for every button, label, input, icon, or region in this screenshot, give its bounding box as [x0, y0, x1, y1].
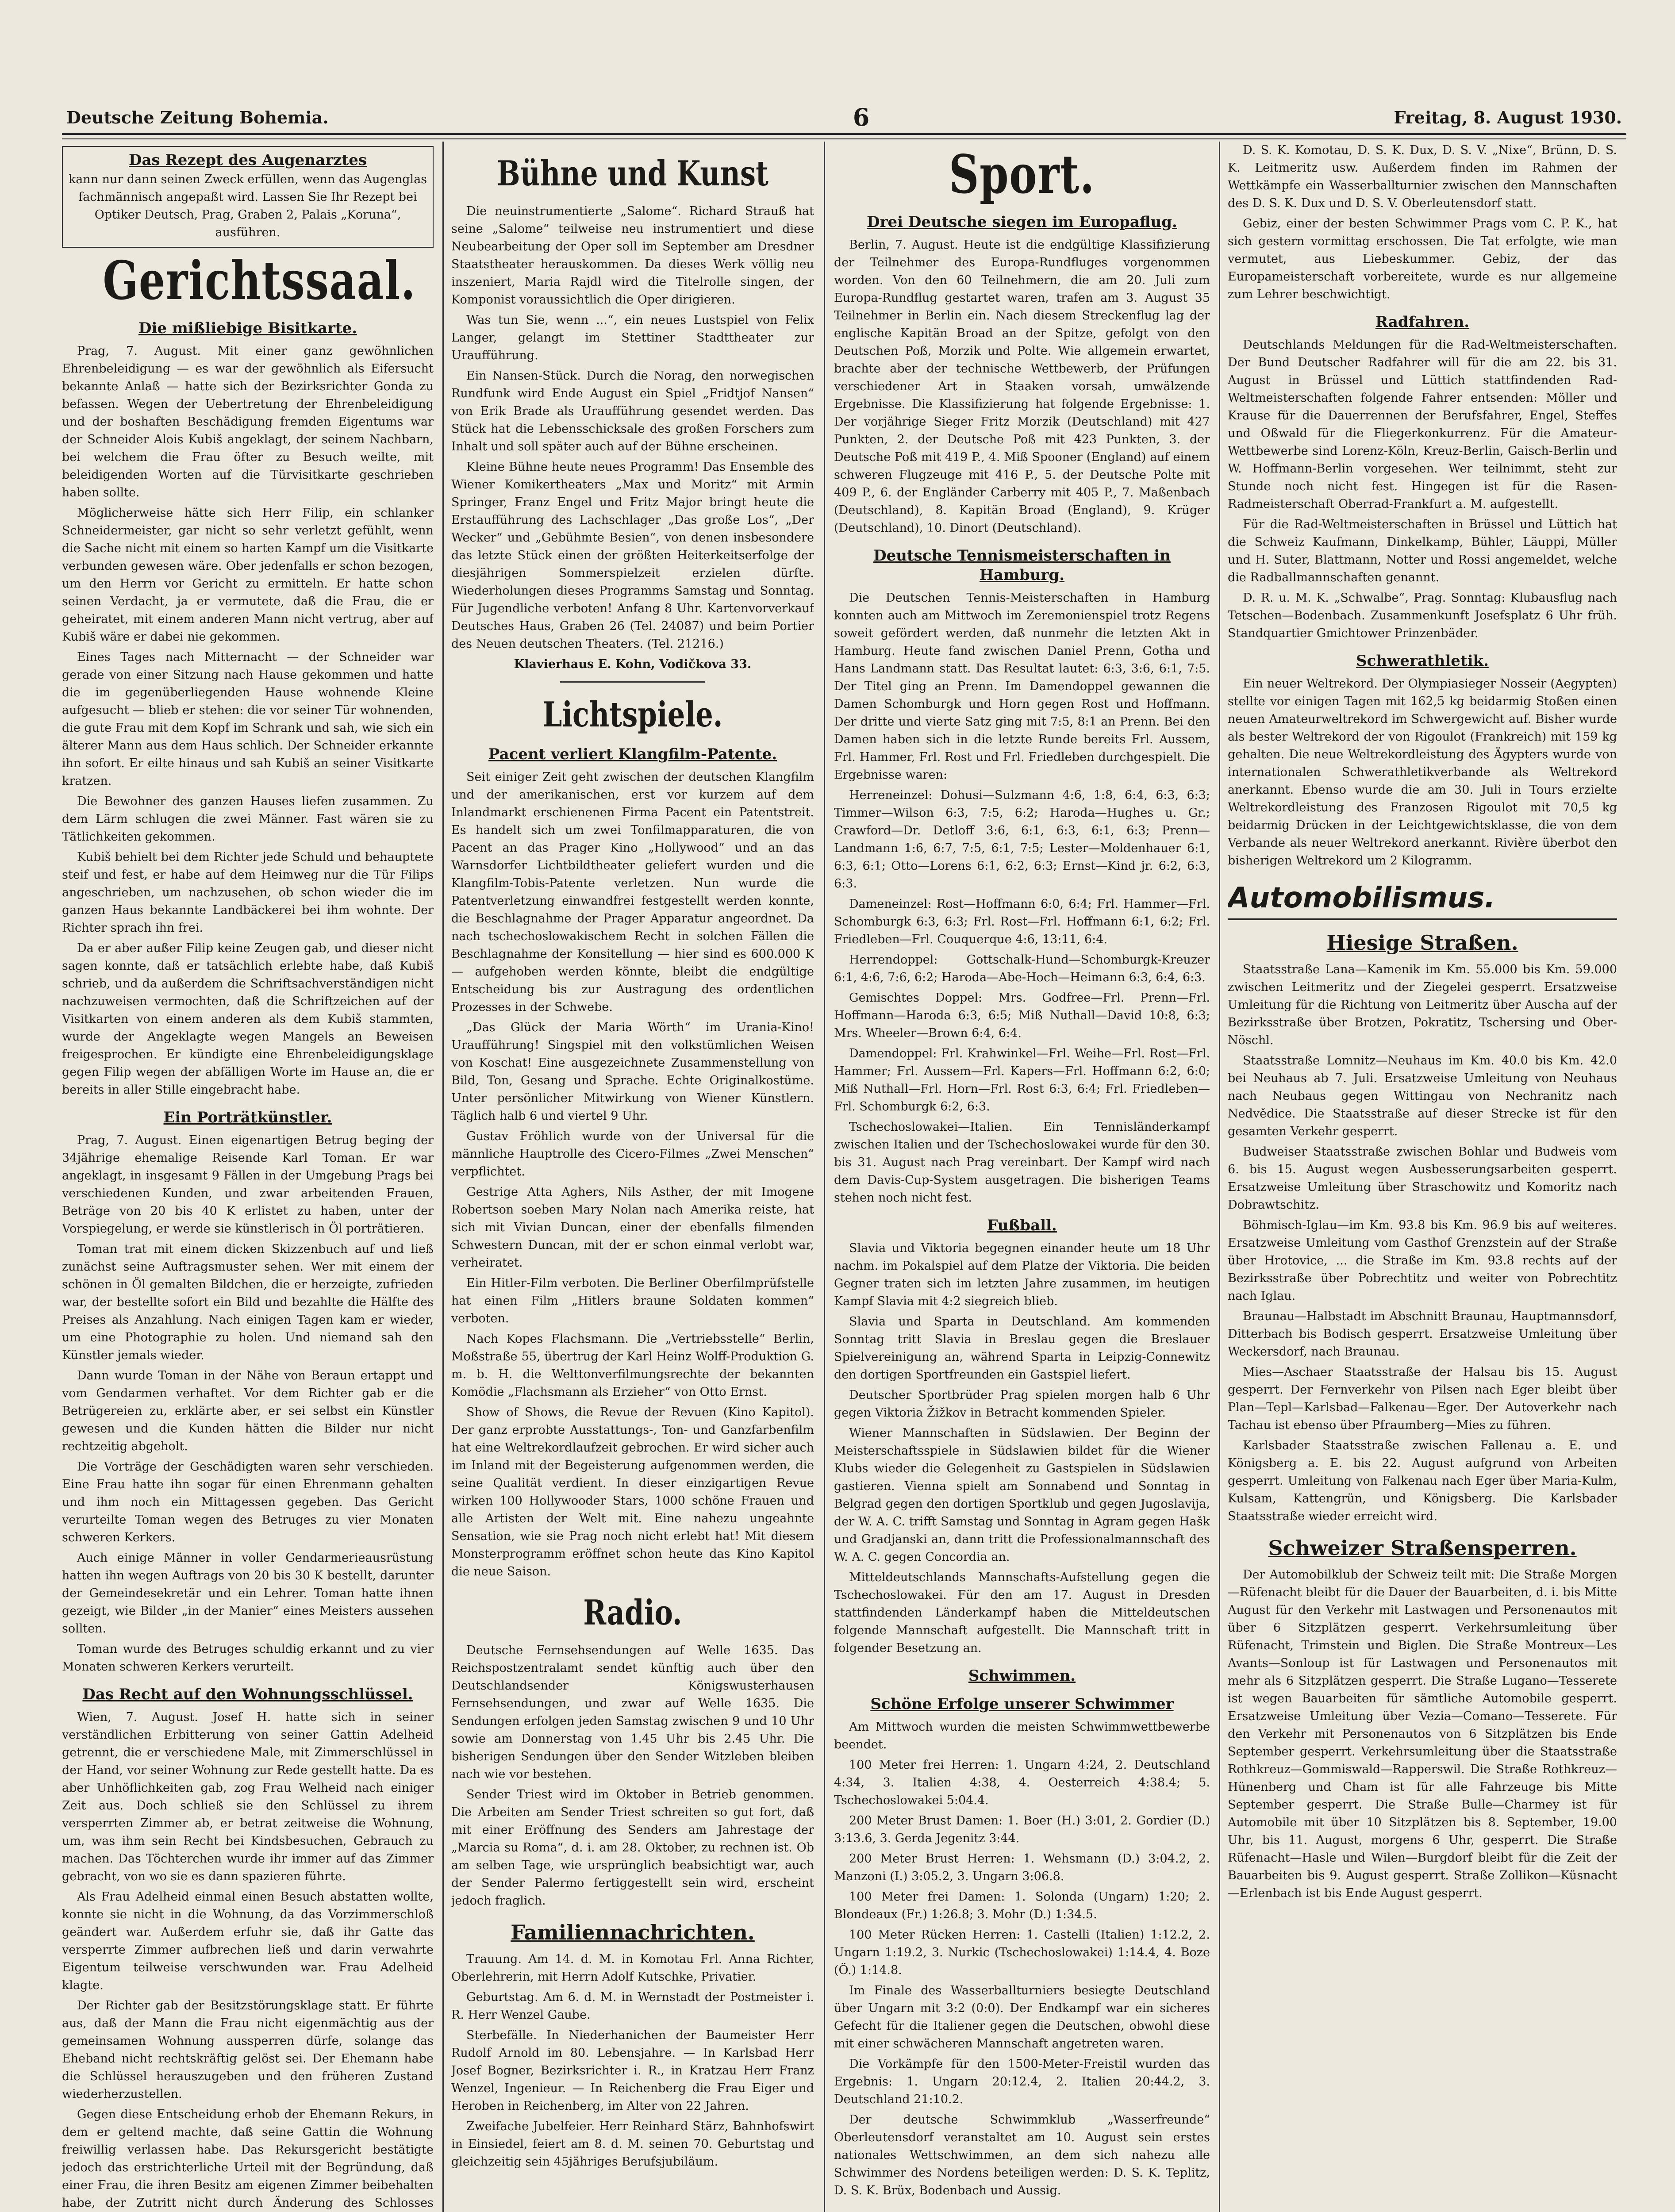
article-paragraph: Gemischtes Doppel: Mrs. Godfree—Frl. Prenn—Frl. Hoffmann—Haroda 6:3, 6:5; Miß Nuthall—David 10:8, 6:3; Mrs. Wheeler—Brown 6:4, 6:4. [834, 991, 1210, 1040]
article-paragraph: Als Frau Adelheid einmal einen Besuch abstatten wollte, konnte sie nicht in die Wohnung, da das Vorzimmerschloß geändert war. Außerdem erfuhr sie, daß ihr Gatte das versperrte Zimmer aufbrechen ließ und darin verwahrte Eigentum teilweise verschwunden war. Frau Adelheid klagte. [62, 1890, 434, 1992]
article-paragraph: Böhmisch-Iglau—im Km. 93.8 bis Km. 96.9 bis auf weiteres. Ersatzweise Umleitung vom Gasthof Grenzstein auf der Straße über Hrotovice, ... die Straße im Km. 93.8 rechts auf der Bezirksstraße über Pobrechtitz und weiter von Pobrechtitz nach Iglau. [1228, 1218, 1617, 1303]
article-paragraph: Die Deutschen Tennis-Meisterschaften in Hamburg konnten auch am Mittwoch im Zeremonienspiel trotz Regens soweit gefördert werden, daß nunmehr die letzten Akt in Hamburg. Heute fand zwischen Daniel Prenn, Gotha und Hans Landmann statt. Das Resultat lautet: 6:3, 3:6, 6:1, 7:5. Der Titel ging an Prenn. Im Damendoppel gewannen die Damen Schomburgk und Horn gegen Rost und Hoffmann. Der dritte und vierte Satz ging mit 7:5, 8:1 an Prenn. Bei den Damen haben sich in die letzte Runde bereits Frl. Aussem, Frl. Hammer, Frl. Rost und Frl. Friedleben durchgespielt. Die Ergebnisse waren: [834, 591, 1210, 782]
article-paragraph: Gegen diese Entscheidung erhob der Ehemann Rekurs, in dem er geltend machte, daß seine Gattin die Wohnung freiwillig verlassen habe. Das Rekursgericht bestätigte jedoch das erstrichterliche Urteil mit der Begründung, daß einer Frau, die ihren Besitz am eigenen Zimmer beibehalten habe, der Zutritt nicht durch Änderung des Schlosses [62, 2108, 434, 2210]
article-title: Das Recht auf den Wohnungsschlüssel. [82, 1686, 413, 1703]
article-title: Schweizer Straßensperren. [1268, 1536, 1577, 1560]
article-paragraph: Eines Tages nach Mitternacht — der Schneider war gerade von einer Sitzung nach Hause gekommen und hatte die im gegenüberliegenden Hause wohnende Kleine aufgesucht — blieb er stehen: die vor seiner Tür wohnenden, die gute Frau mit dem Kopf im Schrank und sah, wie sich ein älterer Mann aus dem Haus schlich. Der Schneider erkannte ihn sofort. Er eilte hinaus und sah Kubiš an seiner Visitkarte kratzen. [62, 650, 434, 788]
article-paragraph: Staatsstraße Lomnitz—Neuhaus im Km. 40.0 bis Km. 42.0 bei Neuhaus ab 7. Juli. Ersatzweise Umleitung von Neuhaus nach Neubaus gegen Wittingau von Nechranitz nach Nedvědice. Die Staatsstraße auf dieser Strecke ist für den gesamten Verkehr gesperrt. [1228, 1054, 1617, 1138]
article-paragraph: Der Richter gab der Besitzstörungsklage statt. Er führte aus, daß der Mann die Frau nicht eigenmächtig aus der gemeinsamen Wohnung aussperren dürfe, solange das Eheband nicht rechtskräftig gelöst sei. Der Ehemann habe die Schlüssel herauszugeben und den früheren Zustand wiederherzustellen. [62, 1999, 434, 2101]
article-paragraph: Toman trat mit einem dicken Skizzenbuch auf und ließ zunächst seine Auftragsmuster sehen. Wer mit einem der schönen in Öl gemalten Bildchen, die er herzeigte, zufrieden war, der bestellte sofort ein Bild und bezahlte die Hälfte des Preises als Anzahlung. Nach einigen Tagen kam er wieder, um eine Photographie zu holen. Und niemand sah den Künstler jemals wieder. [62, 1242, 434, 1362]
column-3 [834, 142, 1210, 2212]
article-paragraph: D. S. K. Komotau, D. S. K. Dux, D. S. V. „Nixe“, Brünn, D. S. K. Leitmeritz usw. Außerdem finden im Rahmen der Wettkämpfe ein Wasserballturnier zwischen den Mannschaften des D. S. K. Dux und D. S. V. Oberleutensdorf statt. [1228, 143, 1617, 210]
article-paragraph: Prag, 7. August. Einen eigenartigen Betrug beging der 34jährige ehemalige Reisende Karl Toman. Er war angeklagt, in insgesamt 9 Fällen in der Umgebung Prags bei verschiedenen Kunden, und zwar arbeitenden Frauen, Beträge von 20 bis 40 K erlistet zu haben, unter der Vorspiegelung, er werde sie künstlerisch in Öl porträtieren. [62, 1133, 434, 1236]
article-paragraph: Tschechoslowakei—Italien. Ein Tennisländerkampf zwischen Italien und der Tschechoslowakei wurde für den 30. bis 31. August nach Prag vereinbart. Der Kampf wird nach dem Davis-Cup-System ausgetragen. Die bisherigen Teams stehen noch nicht fest. [834, 1120, 1210, 1205]
article-paragraph: Der Automobilklub der Schweiz teilt mit: Die Straße Morgen—Rüfenacht bleibt für die Dauer der Bauarbeiten, d. i. bis Mitte August für den Verkehr mit Lastwagen und Personenautos mit über 6 Sitzplätzen gesperrt. Verkehrsumleitung über Rüfenacht, Trimstein und Biglen. Die Straße Montreux—Les Avants—Sonloup ist für Lastwagen und Personenautos mit mehr als 6 Sitzplätzen gesperrt. Die Straße Lugano—Tesserete ist wegen Bauarbeiten für sämtliche Automobile gesperrt. Ersatzweise Umleitung über Vezia—Comano—Tesserete. Für den Verkehr mit Personenautos von 6 Sitzplätzen bis Ende September gesperrt. Verkehrsumleitung über die Staatsstraße Rothkreuz—Gommiswald—Rapperswil. Die Straße Rothkreuz—Hünenberg und Cham ist für alle Fahrzeuge bis Mitte September gesperrt. Die Straße Bulle—Charmey ist für Automobile mit über 10 Sitzplätzen bis 8. September, 19.00 Uhr, bis 11. August, morgens 6 Uhr, gesperrt. Die Straße Rüfenacht—Hasle und Wilen—Burgdorf bleibt für die Zeit der Bauarbeiten bis 9. August gesperrt. Straße Zollikon—Küsnacht—Erlenbach ist bis Ende August gesperrt. [1228, 1568, 1617, 1900]
article-paragraph: Ein neuer Weltrekord. Der Olympiasieger Nosseir (Aegypten) stellte vor einigen Tagen mit 162,5 kg beidarmig Stoßen einen neuen Amateurweltrekord im Schwergewicht auf. Bisher wurde als bester Weltrekord der von Rigoulot (Frankreich) mit 159 kg gehalten. Die neue Weltrekordleistung des Ägypters wurde von internationalen Schwerathletikverbande als Weltrekord anerkannt. Ebenso wurde die am 30. Juli in Tours erzielte Weltrekordleistung des Franzosen Rigoulot mit 70,5 kg beidarmig Drücken in der Leichtgewichtsklasse, die von dem Verbande als neuer Weltrekord anerkannt. Rivière überbot den bisherigen Weltrekord um 2 Kilogramm. [1228, 677, 1617, 868]
section-heading-radio: Radio. [583, 1593, 682, 1633]
article-paragraph: Geburtstag. Am 6. d. M. in Wernstadt der Postmeister i. R. Herr Wenzel Gaube. [451, 1990, 814, 2022]
article-paragraph: Toman wurde des Betruges schuldig erkannt und zu vier Monaten schweren Kerkers verurteilt. [62, 1642, 434, 1674]
section-heading-familie: Familiennachrichten. [511, 1920, 755, 1944]
article-paragraph: „Das Glück der Maria Wörth“ im Urania-Kino! Uraufführung! Singspiel mit den volkstümlichen Weisen von Koschat! Eine ausgezeichnete Zusammenstellung von Bild, Ton, Gesang und Sprache. Echte Originalkostüme. Unter persönlicher Mitwirkung von Wiener Künstlern. Täglich halb 6 und viertel 9 Uhr. [451, 1021, 814, 1123]
article-paragraph: Berlin, 7. August. Heute ist die endgültige Klassifizierung der Teilnehmer des Europa-Rundfluges vorgenommen worden. Von den 60 Teilnehmern, die am 20. Juli zum Europa-Rundflug gestartet waren, trafen am 3. August 35 Teilnehmer in Berlin ein. Nach diesem Streckenflug lag der englische Kapitän Broad an der Spitze, gefolgt von den Deutschen Poß, Morzik und Polte. Wie allgemein erwartet, brachte aber der technische Wettbewerb, der Prüfungen verschiedener Art in Staaken vorsah, umwälzende Ergebnisse. Die Klassifizierung hat folgende Ergebnisse: 1. Der vorjährige Sieger Fritz Morzik (Deutschland) mit 427 Punkten, 2. der Deutsche Poß mit 423 Punkten, 3. der Deutsche Poß mit 419 P., 4. Miß Spooner (England) auf einem schweren Flugzeuge mit 416 P., 5. der Deutsche Polte mit 409 P., 6. der Engländer Carberry mit 405 P., 7. Maßenbach (Deutschland), 8. Kapitän Broad (England), 9. Krüger (Deutschland), 10. Dinort (Deutschland). [834, 238, 1210, 535]
article-paragraph: Ein Hitler-Film verboten. Die Berliner Oberfilmprüfstelle hat einen Film „Hitlers braune Soldaten kommen“ verboten. [451, 1276, 814, 1325]
column-divider [824, 142, 825, 2212]
column-2 [451, 142, 814, 2212]
ad-title: Das Rezept des Augenarztes [129, 151, 367, 169]
article-paragraph: Trauung. Am 14. d. M. in Komotau Frl. Anna Richter, Oberlehrerin, mit Herrn Adolf Kutschke, Privatier. [451, 1952, 814, 1984]
article-title: Schwimmen. [968, 1667, 1076, 1685]
masthead-title: Deutsche Zeitung Bohemia. [66, 107, 329, 127]
article-paragraph: 200 Meter Brust Herren: 1. Wehsmann (D.) 3:04.2, 2. Manzoni (I.) 3:05.2, 3. Ungarn 3:06.8. [834, 1852, 1210, 1883]
article-paragraph: Am Mittwoch wurden die meisten Schwimmwettbewerbe beendet. [834, 1720, 1210, 1751]
article-paragraph: Sterbefälle. In Niederhanichen der Baumeister Herr Rudolf Arnold im 80. Lebensjahre. — In Karlsbad Herr Josef Bogner, Bezirksrichter i. R., in Kratzau Herr Franz Wenzel, Ingenieur. — In Reichenberg die Frau Eiger und Heroben in Reichenberg, im Alter von 22 Jahren. [451, 2028, 814, 2113]
section-heading-lichtspiele: Lichtspiele. [542, 695, 723, 735]
article-title: Fußball. [987, 1217, 1057, 1234]
masthead-date: Freitag, 8. August 1930. [1394, 107, 1622, 127]
article-paragraph: Die Bewohner des ganzen Hauses liefen zusammen. Zu dem Lärm schlugen die zwei Männer. Fast wären sie zu Tätlichkeiten gekommen. [62, 795, 434, 844]
article-paragraph: Wiener Mannschaften in Südslawien. Der Beginn der Meisterschaftsspiele in Südslawien bildet für die Wiener Klubs wieder die Gelegenheit zu Gastspielen in Südslawien gastieren. Vienna spielt am Sonnabend und Sonntag in Belgrad gegen den dortigen Sportklub und gegen Jugoslavija, der W. A. C. trifft Samstag und Sonntag in Agram gegen Hašk und Gradjanski an, dann tritt die Professionalmannschaft des W. A. C. gegen Concordia an. [834, 1426, 1210, 1564]
section-heading-gerichtssaal: Gerichtssaal. [103, 250, 416, 312]
article-paragraph: Dann wurde Toman in der Nähe von Beraun ertappt und vom Gendarmen verhaftet. Vor dem Richter gab er die Betrügereien zu, erklärte aber, er sei selbst ein Künstler gewesen und die Kunden hätten die Bilder nur nicht rechtzeitig abgeholt. [62, 1369, 434, 1453]
article-paragraph: Dameneinzel: Rost—Hoffmann 6:0, 6:4; Frl. Hammer—Frl. Schomburgk 6:3, 6:3; Frl. Rost—Frl. Hoffmann 6:1, 6:2; Frl. Friedleben—Frl. Couquerque 4:6, 13:11, 6:4. [834, 897, 1210, 946]
article-title: Deutsche Tennismeisterschaften in Hamburg. [873, 547, 1171, 584]
article-paragraph: Damendoppel: Frl. Krahwinkel—Frl. Weihe—Frl. Rost—Frl. Hammer; Frl. Aussem—Frl. Kapers—Frl. Hoffmann 6:2, 6:0; Miß Nuthall—Frl. Horn—Frl. Rost 6:3, 6:4; Frl. Friedleben—Frl. Schomburgk 6:2, 6:3. [834, 1047, 1210, 1114]
article-paragraph: Die Vorkämpfe für den 1500-Meter-Freistil wurden das Ergebnis: 1. Ungarn 20:12.4, 2. Italien 20:44.2, 3. Deutschland 21:10.2. [834, 2057, 1210, 2106]
article-paragraph: Gebiz, einer der besten Schwimmer Prags vom C. P. K., hat sich gestern vormittag erschossen. Die Tat erfolgte, wie man vermutet, aus Liebeskummer. Gebiz, der das Europameisterschaft vorbereitete, wurde es nur allgemeine zum Lehrer beschwichtigt. [1228, 217, 1617, 301]
article-paragraph: Prag, 7. August. Mit einer ganz gewöhnlichen Ehrenbeleidigung — es war der gewöhnlich als Eifersucht bekannte Anlaß — hatte sich der Bezirksrichter Gonda zu befassen. Wegen der Uebertretung der Ehrenbeleidigung und der boshaften Beschädigung fremden Eigentums war der Schneider Alois Kubiš angeklagt, der seinem Nachbarn, bei welchem die Frau öfter zu Besuch weilte, mit beleidigenden Worten auf die Türvisitkarte geschrieben haben sollte. [62, 344, 434, 499]
page-number: 6 [853, 103, 870, 131]
article-title: Drei Deutsche siegen im Europaflug. [867, 213, 1177, 231]
section-rule [560, 681, 705, 683]
article-paragraph: Da er aber außer Filip keine Zeugen gab, und dieser nicht sagen konnte, daß er tatsächlich erlebte habe, daß Kubiš schrieb, und da außerdem die Schriftsachverständigen nicht nachzuweisen vermochten, daß die Schriftzeichen auf der Visitkarten von einem anderen als dem Kubiš stammten, wurde der Angeklagte wegen Mangels an Beweisen freigesprochen. Er kündigte eine Ehrenbeleidigungsklage gegen Filip wegen der abfälligen Worte im Hause an, die er bereits in aller Stille eingebracht habe. [62, 941, 434, 1097]
article-title: Ein Porträtkünstler. [163, 1109, 332, 1126]
article-title: Schöne Erfolge unserer Schwimmer [870, 1695, 1174, 1713]
article-paragraph: Herrendoppel: Gottschalk-Hund—Schomburgk-Kreuzer 6:1, 4:6, 7:6, 6:2; Haroda—Abe-Hoch—Heimann 6:3, 6:4, 6:3. [834, 953, 1210, 984]
article-paragraph: 200 Meter Brust Damen: 1. Boer (H.) 3:01, 2. Gordier (D.) 3:13.6, 3. Gerda Jegenitz 3:44. [834, 1814, 1210, 1845]
masthead [66, 102, 1622, 133]
article-paragraph: Slavia und Viktoria begegnen einander heute um 18 Uhr nachm. im Pokalspiel auf dem Platze der Viktoria. Die beiden Gegner traten sich im letzten Jahre zusammen, im heutigen Kampf Slavia mit 4:2 siegreich blieb. [834, 1241, 1210, 1308]
article-paragraph: Kleine Bühne heute neues Programm! Das Ensemble des Wiener Komikertheaters „Max und Moritz“ mit Armin Springer, Franz Engel und Fritz Major bringt heute die Erstaufführung des Lachschlager „Das große Los“, „Der Wecker“ und „Gebühmte Besien“, von denen insbesondere das letzte Stück einen der größten Heiterkeitserfolge der diesjährigen Sommerspielzeit erzielen dürfte. Wiederholungen dieses Programms Samstag und Sonntag. Für Jugendliche verboten! Anfang 8 Uhr. Kartenvorverkauf Deutsches Haus, Graben 26 (Tel. 24087) und beim Portier des Neuen deutschen Theaters. (Tel. 21216.) [451, 460, 814, 651]
article-paragraph: Seit einiger Zeit geht zwischen der deutschen Klangfilm und der amerikanischen, erst vor kurzem auf dem Inlandmarkt erschienenen Firma Pacent ein Patentstreit. Es handelt sich um zwei Tonfilmapparaturen, die von Pacent an das Prager Kino „Hollywood“ und an das Warnsdorfer Lichtbildtheater geliefert wurden und die Klangfilm-Tobis-Patente verletzen. Nun wurde die Patentverletzung einwandfrei festgestellt werden konnte, die Beschlagnahme der Prager Apparatur angeordnet. Da nach tschechoslowakischem Recht in solchen Fällen die Beschlagnahme der Konsitellung — hier sind es 600.000 K — aufgehoben werden könnte, bleibt die endgültige Entscheidung bis zur Austragung des ordentlichen Prozesses in der Schwebe. [451, 770, 814, 1014]
section-heading-automobilismus: Automobilismus. [1228, 880, 1617, 920]
article-paragraph: 100 Meter Rücken Herren: 1. Castelli (Italien) 1:12.2, 2. Ungarn 1:19.2, 3. Nurkic (Tschechoslowakei) 1:14.4, 4. Boze (Ö.) 1:14.8. [834, 1928, 1210, 1977]
article-paragraph: Deutschlands Meldungen für die Rad-Weltmeisterschaften. Der Bund Deutscher Radfahrer will für die am 22. bis 31. August in Brüssel und Lüttich stattfindenden Rad-Weltmeisterschaften folgende Fahrer entsenden: Möller und Krause für die Dauerrennen der Berufsfahrer, Engel, Steffes und Oßwald für die Fliegerkonkurrenz. Für die Amateur-Wettbewerbe sind Lorenz-Köln, Kreuz-Berlin, Gaisch-Berlin und W. Hoffmann-Berlin vorgesehen. Wer teilnimmt, steht zur Stunde noch nicht fest. Hingegen ist für die Rasen-Radmeisterschaft Oberrad-Frankfurt a. M. aufgestellt. [1228, 338, 1617, 511]
article-paragraph: Die neuinstrumentierte „Salome“. Richard Strauß hat seine „Salome“ teilweise neu instrumentiert und diese Neubearbeitung der Oper soll im September am Dresdner Staatstheater herauskommen. Da dieses Werk völlig neu inszeniert, Maria Rajdl wird die Titelrolle singen, der Komponist voraussichtlich die Oper dirigieren. [451, 204, 814, 307]
article-paragraph: Karlsbader Staatsstraße zwischen Fallenau a. E. und Königsberg a. E. bis 22. August aufgrund von Arbeiten gesperrt. Umleitung von Falkenau nach Eger über Maria-Kulm, Kulsam, Kattengrün, und Königsberg. Die Karlsbader Staatsstraße wieder erreicht wird. [1228, 1439, 1617, 1523]
article-title: Die mißliebige Bisitkarte. [138, 319, 357, 337]
article-paragraph: Die Vorträge der Geschädigten waren sehr verschieden. Eine Frau hatte ihn sogar für einen Ehrenmann gehalten und ihm noch ein Mittagessen gegeben. Das Gericht verurteilte Toman wegen des Betruges zu vier Monaten schweren Kerkers. [62, 1460, 434, 1544]
article-paragraph: Gestrige Atta Aghers, Nils Asther, der mit Imogene Robertson soeben Mary Nolan nach Amerika reiste, hat sich mit Vivian Duncan, einer der ebenfalls filmenden Schwestern Duncan, mit der er schon einmal verlobt war, verheiratet. [451, 1185, 814, 1270]
masthead-rule [62, 133, 1626, 139]
column-divider [442, 142, 444, 2212]
article-paragraph: Möglicherweise hätte sich Herr Filip, ein schlanker Schneidermeister, gar nicht so sehr verletzt gefühlt, wenn die Sache nicht mit einem so harten Kampf um die Visitkarte verbunden gewesen wäre. Ober jedenfalls er schon bezogen, um den Herrn vor Gericht zu ermitteln. Er hatte schon seinen Verdacht, ja er vermutete, daß die Frau, die er geheiratet, mit einem anderen Mann nicht vertrug, aber auf Kubiš wäre er dabei nie gekommen. [62, 506, 434, 644]
article-paragraph: Mies—Aschaer Staatsstraße der Halsau bis 15. August gesperrt. Der Fernverkehr von Pilsen nach Eger bleibt über Plan—Tepl—Karlsbad—Falkenau—Eger. Der Autoverkehr nach Tachau ist ebenso über Pfraumberg—Mies zu führen. [1228, 1365, 1617, 1432]
article-title: Radfahren. [1375, 313, 1470, 331]
article-paragraph: Zweifache Jubelfeier. Herr Reinhard Stärz, Bahnhofswirt in Einsiedel, feiert am 8. d. M. seinen 70. Geburtstag und gleichzeitig sein 45jähriges Berufsjubiläum. [451, 2120, 814, 2169]
article-paragraph: Herreneinzel: Dohusi—Sulzmann 4:6, 1:8, 6:4, 6:3, 6:3; Timmer—Wilson 6:3, 7:5, 6:2; Haroda—Hughes u. Gr.; Crawford—Dr. Detloff 3:6, 6:1, 6:3, 6:1, 6:3; Prenn—Landmann 1:6, 6:7, 7:5, 6:1, 7:5; Lester—Moldenhauer 6:1, 6:3, 6:1; Otto—Lorens 6:1, 6:2, 6:3; Ernst—Kind jr. 6:2, 6:3, 6:3. [834, 788, 1210, 891]
article-paragraph: Im Finale des Wasserballturniers besiegte Deutschland über Ungarn mit 3:2 (0:0). Der Endkampf war ein sicheres Gefecht für die Italiener gegen die Deutschen, obwohl diese mit einer schwächeren Mannschaft angetreten waren. [834, 1984, 1210, 2051]
column-1 [62, 142, 434, 2212]
article-title: Schwerathletik. [1356, 652, 1489, 670]
article-paragraph: Gustav Fröhlich wurde von der Universal für die männliche Hauptrolle des Cicero-Filmes „Zwei Menschen“ verpflichtet. [451, 1129, 814, 1179]
article-paragraph: Sender Triest wird im Oktober in Betrieb genommen. Die Arbeiten am Sender Triest schreiten so gut fort, daß mit einer Eröffnung des Senders am Jahrestage der „Marcia su Roma“, d. i. am 28. Oktober, zu rechnen ist. Ob am selben Tage, wie ursprünglich beabsichtigt war, auch der Sender Palermo fertiggestellt sein wird, erscheint jedoch fraglich. [451, 1788, 814, 1908]
column-divider [1219, 142, 1220, 2212]
section-heading-buehne: Bühne und Kunst [497, 154, 768, 194]
article-paragraph: Wien, 7. August. Josef H. hatte sich in seiner verständlichen Erbitterung von seiner Gattin Adelheid getrennt, die er verschiedene Male, mit Zimmerschlüssel in der Hand, vor seiner Wohnung zur Rede gestellt hatte. Da es aber Unhöflichkeiten gab, zog Frau Welheid nach einiger Zeit aus. Doch schließ sie den Schlüssel zu ihrem versperrten Zimmer ab, er betrat zeitweise die Wohnung, um, was ihm sein Recht bei Kindsbesuchen, Gebrauch zu machen. Das Töchterchen wurde ihr immer auf das Zimmer gebracht, von wo sie es dann spazieren führte. [62, 1710, 434, 1883]
section-heading-sport: Sport. [949, 143, 1095, 206]
article-paragraph: Budweiser Staatsstraße zwischen Bohlar und Budweis vom 6. bis 15. August wegen Ausbesserungsarbeiten gesperrt. Ersatzweise Umleitung über Straschowitz und Komoritz nach Dobrawtschitz. [1228, 1145, 1617, 1212]
article-paragraph: 100 Meter frei Herren: 1. Ungarn 4:24, 2. Deutschland 4:34, 3. Italien 4:38, 4. Oesterreich 4:38.4; 5. Tschechoslowakei 5:04.4. [834, 1758, 1210, 1807]
article-paragraph: Show of Shows, die Revue der Revuen (Kino Kapitol). Der ganz erprobte Ausstattungs-, Ton- und Ganzfarbenfilm hat eine Weltrekordlaufzeit gebrochen. Er wird sicher auch im Inland mit der Begeisterung aufgenommen werden, die seine Qualität verdient. In dieser einzigartigen Revue wirken 100 Hollywooder Stars, 1000 schöne Frauen und alle Artisten der Welt mit. Eine nahezu ungeahnte Sensation, wie sie Prag noch nicht erlebt hat! Mit diesem Monsterprogramm eröffnet schon heute das Kino Kapitol die neue Saison. [451, 1406, 814, 1578]
advert-line: Klavierhaus E. Kohn, Vodičkova 33. [514, 657, 752, 671]
article-title: Pacent verliert Klangfilm-Patente. [488, 745, 777, 763]
article-paragraph: Deutscher Sportbrüder Prag spielen morgen halb 6 Uhr gegen Viktoria Žižkov in Betracht kommenden Spieler. [834, 1388, 1210, 1420]
article-paragraph: Mitteldeutschlands Mannschafts-Aufstellung gegen die Tschechoslowakei. Für den am 17. August in Dresden stattfindenden Länderkampf haben die Mitteldeutschen folgende Mannschaft aufgestellt. Die Mannschaft tritt in folgender Besetzung an. [834, 1571, 1210, 1655]
article-paragraph: Der deutsche Schwimmklub „Wasserfreunde“ Oberleutensdorf veranstaltet am 10. August sein erstes nationales Wettschwimmen, an dem sich nahezu alle Schwimmer des Nordens beteiligen werden: D. S. K. Teplitz, D. S. K. Brüx, Bodenbach und Aussig. [834, 2113, 1210, 2197]
article-paragraph: Braunau—Halbstadt im Abschnitt Braunau, Hauptmannsdorf, Ditterbach bis Bodisch gesperrt. Ersatzweise Umleitung über Weckersdorf, nach Braunau. [1228, 1310, 1617, 1359]
article-paragraph: Für die Rad-Weltmeisterschaften in Brüssel und Lüttich hat die Schweiz Kaufmann, Dinkelkamp, Bühler, Läuppi, Müller und H. Suter, Blattmann, Notter und Rossi angemeldet, welche die Radballmannschaften genannt. [1228, 518, 1617, 584]
article-title: Hiesige Straßen. [1326, 931, 1518, 955]
article-paragraph: Auch einige Männer in voller Gendarmerieausrüstung hatten ihn wegen Auftrags von 20 bis 30 K bestellt, darunter der Gemeindesekretär und ein Lehrer. Toman hatte ihnen gezeigt, wie Bilder „in der Manier“ eines Meisters aussehen sollten. [62, 1551, 434, 1636]
article-paragraph: Nach Kopes Flachsmann. Die „Vertriebsstelle“ Berlin, Moßstraße 55, übertrug der Karl Heinz Wolff-Produktion G. m. b. H. die Welttonverfilmungsrechte der bekannten Komödie „Flachsmann als Erzieher“ von Otto Ernst. [451, 1332, 814, 1399]
column-4 [1228, 142, 1617, 2212]
article-paragraph: Staatsstraße Lana—Kamenik im Km. 55.000 bis Km. 59.000 zwischen Leitmeritz und der Ziegelei gesperrt. Ersatzweise Umleitung für die Richtung von Leitmeritz über Auscha auf der Bezirksstraße über Brotzen, Pokratitz, Tschersing und Ober-Nöschl. [1228, 963, 1617, 1047]
optician-ad [62, 146, 434, 248]
article-paragraph: Ein Nansen-Stück. Durch die Norag, den norwegischen Rundfunk wird Ende August ein Spiel „Fridtjof Nansen“ von Erik Brade als Uraufführung gesendet werden. Das Stück hat die Lebensschicksale des großen Forschers zum Inhalt und soll später auch auf der Bühne erscheinen. [451, 369, 814, 453]
ad-text: kann nur dann seinen Zweck erfüllen, wenn das Augenglas fachmännisch angepaßt wird. Lassen Sie Ihr Rezept bei Optiker Deutsch, Prag, Graben 2, Palais „Koruna“, ausführen. [68, 173, 427, 239]
article-paragraph: D. R. u. M. K. „Schwalbe“, Prag. Sonntag: Klubausflug nach Tetschen—Bodenbach. Zusammenkunft Josefsplatz 6 Uhr früh. Standquartier Gmichtower Prinzenbäder. [1228, 591, 1617, 640]
article-paragraph: 100 Meter frei Damen: 1. Solonda (Ungarn) 1:20; 2. Blondeaux (Fr.) 1:26.8; 3. Mohr (D.) 1:34.5. [834, 1890, 1210, 1921]
article-paragraph: Slavia und Sparta in Deutschland. Am kommenden Sonntag tritt Slavia in Breslau gegen die Breslauer Spielvereinigung an, während Sparta in Leipzig-Connewitz den dortigen Sportfreunden ein Gastspiel liefert. [834, 1315, 1210, 1382]
article-paragraph: Deutsche Fernsehsendungen auf Welle 1635. Das Reichspostzentralamt sendet künftig auch über den Deutschlandsender Königswusterhausen Fernsehsendungen, und zwar auf Welle 1635. Die Sendungen erfolgen jeden Samstag zwischen 9 und 10 Uhr sowie am Donnerstag von 1.45 Uhr bis 2.45 Uhr. Die bisherigen Sendungen über den Sender Witzleben bleiben nach wie vor bestehen. [451, 1644, 814, 1781]
article-paragraph: Was tun Sie, wenn ...“, ein neues Lustspiel von Felix Langer, gelangt im Stettiner Stadttheater zur Uraufführung. [451, 313, 814, 362]
article-paragraph: Kubiš behielt bei dem Richter jede Schuld und behauptete steif und fest, er habe auf dem Heimweg nur die Tür Filips angeschrieben, um nachzusehen, ob schon wieder die im ganzen Haus bekannte Landbäckerei bei ihm wohnte. Der Richter sprach ihn frei. [62, 850, 434, 935]
